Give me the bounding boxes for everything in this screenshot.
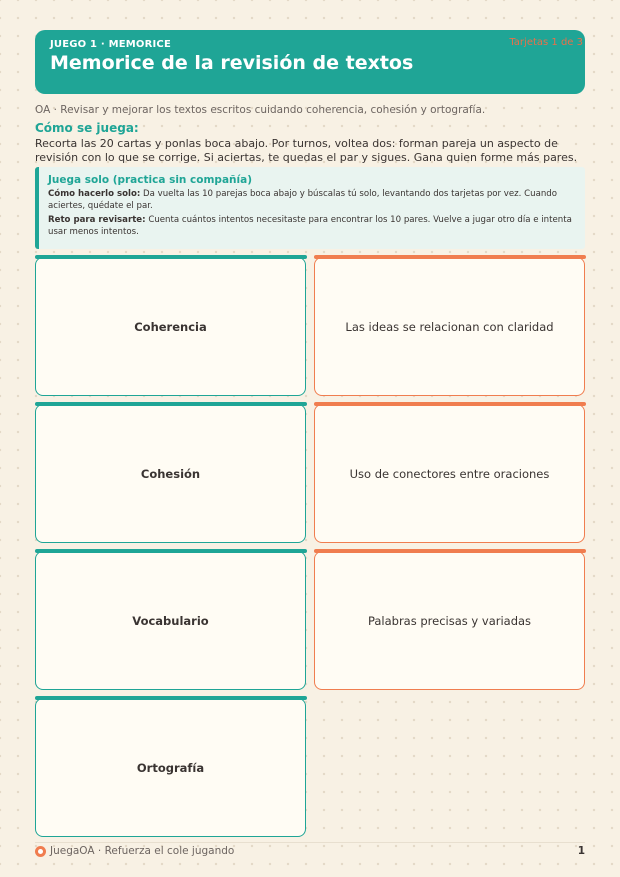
card-definition-label: Uso de conectores entre oraciones <box>349 466 550 481</box>
solo-challenge-paragraph <box>48 215 575 238</box>
card-vocabulario <box>35 551 306 690</box>
card-cohesion-definition <box>314 404 585 543</box>
card-ortografia <box>35 698 306 837</box>
page-footer <box>35 843 585 859</box>
game-kicker: JUEGO 1 · MEMORICE <box>50 39 172 50</box>
solo-challenge-text: Cuenta cuántos intentos necesitaste para encontrar los 10 pares. Vuelve a jugar otro día e intenta usar menos intentos. <box>48 215 572 237</box>
card-term-label: Ortografía <box>136 760 205 775</box>
solo-how-text: Da vuelta las 10 parejas boca abajo y búscalas tú solo, levantando dos tarjetas por vez. Cuando aciertes, quédate el par. <box>48 189 558 211</box>
footer-brand: JuegaOA · Refuerza el cole jugando <box>50 845 235 857</box>
page-number: 1 <box>577 845 585 857</box>
card-term-label: Coherencia <box>134 319 207 334</box>
card-term-label: Vocabulario <box>132 613 209 628</box>
game-header <box>35 30 585 94</box>
how-to-title: Cómo se juega: <box>35 121 139 135</box>
learning-objective: OA · Revisar y mejorar los textos escritos cuidando coherencia, cohesión y ortografía. <box>35 104 486 116</box>
brand-logo-icon <box>35 846 46 857</box>
solo-play-box <box>35 167 585 249</box>
solo-how-paragraph <box>48 189 575 212</box>
card-cohesion <box>35 404 306 543</box>
card-definition-label: Las ideas se relacionan con claridad <box>345 319 554 334</box>
cards-tag: Tarjetas 1 de 3 <box>509 37 583 48</box>
card-coherencia <box>35 257 306 396</box>
card-coherencia-definition <box>314 257 585 396</box>
page-title: Memorice de la revisión de textos <box>50 52 414 74</box>
solo-challenge-label: Reto para revisarte: <box>48 215 146 225</box>
how-to-text: Recorta las 20 cartas y ponlas boca abajo. Por turnos, voltea dos: forman pareja un aspecto de revisión con lo que se corrige. Si aciertas, te quedas el par y sigues. Gana quien forme más pares. <box>35 137 578 164</box>
solo-how-label: Cómo hacerlo solo: <box>48 189 141 199</box>
solo-title: Juega solo (practica sin compañía) <box>48 174 252 186</box>
card-vocabulario-definition <box>314 551 585 690</box>
card-term-label: Cohesión <box>140 466 201 481</box>
card-definition-label: Palabras precisas y variadas <box>367 613 532 628</box>
